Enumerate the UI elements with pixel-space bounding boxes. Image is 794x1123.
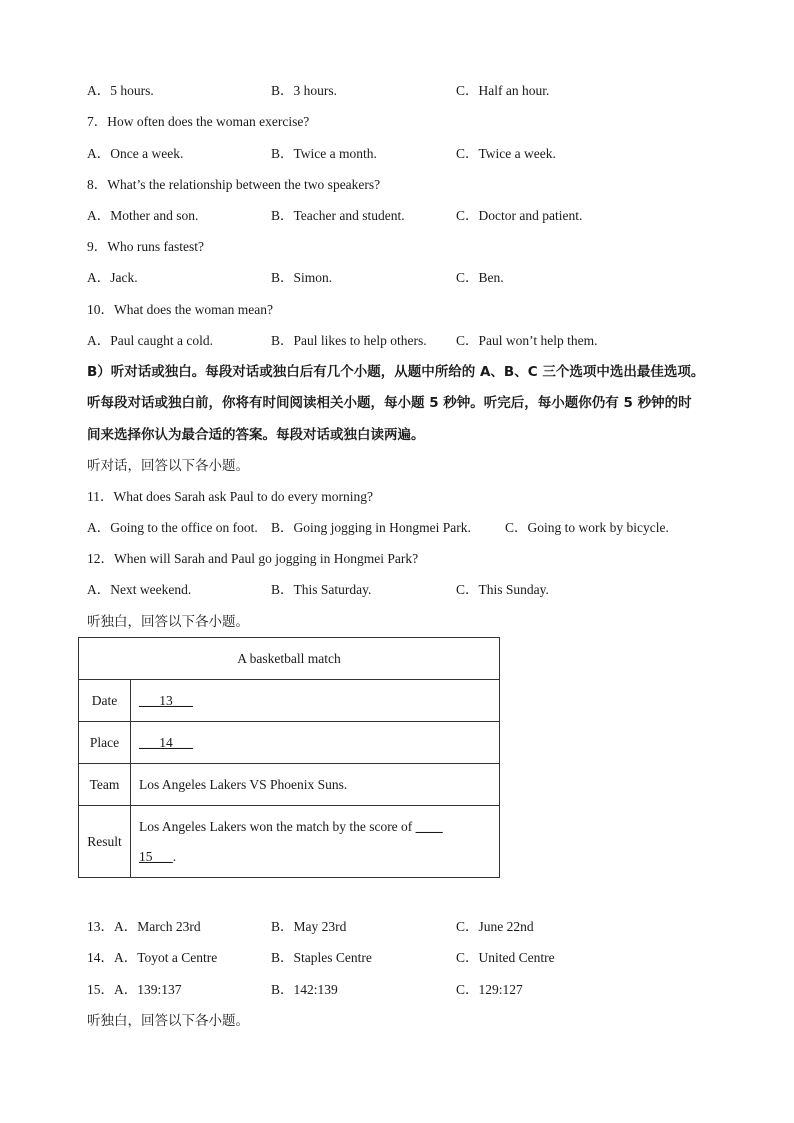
row-label-place: Place (79, 722, 131, 764)
q10-option-b: B．Paul likes to help others. (271, 333, 427, 348)
q8-option-a: A．Mother and son. (87, 208, 199, 223)
q7-stem: 7．How often does the woman exercise? (87, 114, 310, 129)
result-text: Los Angeles Lakers won the match by the score of (139, 818, 413, 834)
result-blank-start: ____ (415, 818, 443, 834)
q11-stem: 11．What does Sarah ask Paul to do every morning? (87, 489, 373, 504)
q12-option-c: C．This Sunday. (456, 582, 549, 597)
q8-stem: 8．What’s the relationship between the two speakers? (87, 177, 381, 192)
dialogue-intro: 听对话，回答以下各小题。 (87, 458, 249, 474)
q12-option-b: B．This Saturday. (271, 582, 372, 597)
q13-option-c: C．June 22nd (456, 919, 534, 934)
q10-option-c: C．Paul won’t help them. (456, 333, 598, 348)
section-b-instructions-line-1: B）听对话或独白。每段对话或独白后有几个小题，从题中所给的 A、B、C 三个选项中选出最佳选项。 (87, 364, 705, 380)
q11-option-a: A．Going to the office on foot. (87, 520, 258, 535)
monologue-intro: 听独白，回答以下各小题。 (87, 614, 249, 630)
place-blank: ___14___ (139, 734, 193, 750)
table-title: A basketball match (79, 638, 500, 680)
q9-options (87, 268, 747, 288)
q13-option-b: B．May 23rd (271, 919, 347, 934)
q12-stem: 12．When will Sarah and Paul go jogging in Hongmei Park? (87, 551, 419, 566)
basketball-match-table (78, 637, 500, 878)
row-label-date: Date (79, 680, 131, 722)
monologue-intro-2: 听独白，回答以下各小题。 (87, 1013, 249, 1029)
result-value (139, 812, 499, 872)
q14-option-a: 14．A．Toyot a Centre (87, 950, 218, 965)
q6-option-a: A．5 hours. (87, 83, 154, 98)
table-row (79, 680, 500, 722)
date-blank: ___13___ (139, 692, 193, 708)
team-value: Los Angeles Lakers VS Phoenix Suns. (131, 764, 500, 806)
q13-option-a: 13．A．March 23rd (87, 919, 201, 934)
q9-option-c: C．Ben. (456, 270, 504, 285)
section-b-instructions-line-2: 听每段对话或独白前，你将有时间阅读相关小题，每小题 5 秒钟。听完后，每小题你仍有 5 秒钟的时 (87, 395, 692, 411)
q8-options (87, 206, 747, 226)
table-title-row (79, 638, 500, 680)
q15-option-b: B．142:139 (271, 982, 338, 997)
q6-option-c: C．Half an hour. (456, 83, 550, 98)
q12-option-a: A．Next weekend. (87, 582, 192, 597)
result-end: . (172, 848, 177, 864)
q9-option-a: A．Jack. (87, 270, 138, 285)
q14-options (87, 948, 747, 968)
q11-option-b: B．Going jogging in Hongmei Park. (271, 520, 471, 535)
q6-option-b: B．3 hours. (271, 83, 338, 98)
q8-option-c: C．Doctor and patient. (456, 208, 583, 223)
q8-option-b: B．Teacher and student. (271, 208, 405, 223)
table-row (79, 764, 500, 806)
q13-options (87, 917, 747, 937)
q9-stem: 9．Who runs fastest? (87, 239, 204, 254)
q7-options (87, 144, 747, 164)
section-b-instructions-line-3: 间来选择你认为最合适的答案。每段对话或独白读两遍。 (87, 427, 425, 443)
q15-option-c: C．129:127 (456, 982, 523, 997)
q11-options (87, 518, 747, 538)
q6-options (87, 81, 747, 101)
q9-option-b: B．Simon. (271, 270, 333, 285)
q10-options (87, 331, 747, 351)
table-row (79, 722, 500, 764)
table-row (79, 806, 500, 878)
q14-option-b: B．Staples Centre (271, 950, 372, 965)
q11-option-c: C．Going to work by bicycle. (505, 520, 669, 535)
q14-option-c: C．United Centre (456, 950, 555, 965)
q7-option-c: C．Twice a week. (456, 146, 556, 161)
row-label-result: Result (79, 806, 131, 878)
q10-stem: 10．What does the woman mean? (87, 302, 273, 317)
q7-option-b: B．Twice a month. (271, 146, 377, 161)
result-blank-number: 15___ (139, 848, 173, 864)
q12-options (87, 580, 747, 600)
q7-option-a: A．Once a week. (87, 146, 184, 161)
q10-option-a: A．Paul caught a cold. (87, 333, 213, 348)
q15-options (87, 980, 747, 1000)
q15-option-a: 15．A．139:137 (87, 982, 182, 997)
row-label-team: Team (79, 764, 131, 806)
